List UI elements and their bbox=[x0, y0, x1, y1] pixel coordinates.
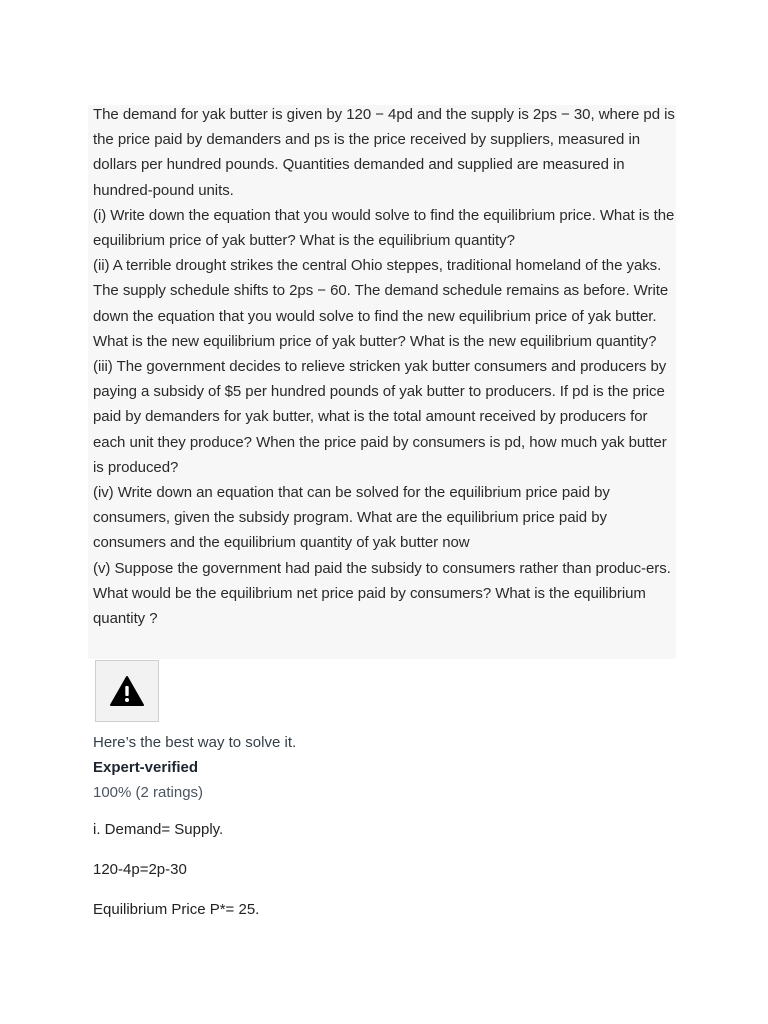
answer-intro: Here’s the best way to solve it. bbox=[93, 734, 297, 751]
question-part-1: (i) Write down the equation that you would solve to find the equilibrium price. What is the equilibrium price of yak butter? What is the equilibrium quantity? bbox=[93, 206, 675, 250]
warning-icon bbox=[109, 675, 145, 707]
solution-step-2: 120-4p=2p-30 bbox=[93, 861, 187, 878]
question-part-4: (iv) Write down an equation that can be solved for the equilibrium price paid by consumers, given the subsidy program. What are the equilibrium price paid by consumers and the equilibrium quantity of yak butter now bbox=[93, 484, 610, 552]
question-part-5: (v) Suppose the government had paid the subsidy to consumers rather than produc-ers. What would be the equilibrium net price paid by consumers? What is the equilibrium quantity ? bbox=[93, 559, 671, 628]
question-intro: The demand for yak butter is given by 120 − 4pd and the supply is 2ps − 30, where pd is the price paid by demanders and ps is the price received by suppliers, measured in dollars per hundred pounds. Quantities demanded and supplied are measured in hundred-pound units. bbox=[93, 106, 675, 199]
broken-image-placeholder bbox=[95, 660, 159, 722]
question-part-2: (ii) A terrible drought strikes the central Ohio steppes, traditional homeland of the yaks. The supply schedule shifts to 2ps − 60. The demand schedule remains as before. Write down the equation that you would solve to find the new equilibrium price of yak butter. What is the new equilibrium price of yak butter? What is the new equilibrium quantity? bbox=[93, 257, 669, 350]
answer-section bbox=[93, 730, 693, 920]
question-part-3: (iii) The government decides to relieve stricken yak butter consumers and producers by paying a subsidy of $5 per hundred pounds of yak butter to producers. If pd is the price paid by demanders for yak butter, what is the total amount received by producers for each unit they produce? When the price paid by consumers is pd, how much yak butter is produced? bbox=[93, 358, 667, 476]
ratings-text[interactable]: 100% (2 ratings) bbox=[93, 784, 204, 801]
question-text-block bbox=[88, 105, 676, 659]
solution-step-1: i. Demand= Supply. bbox=[93, 821, 224, 838]
expert-verified-label: Expert-verified bbox=[93, 759, 199, 776]
solution-step-3: Equilibrium Price P*= 25. bbox=[93, 901, 260, 918]
